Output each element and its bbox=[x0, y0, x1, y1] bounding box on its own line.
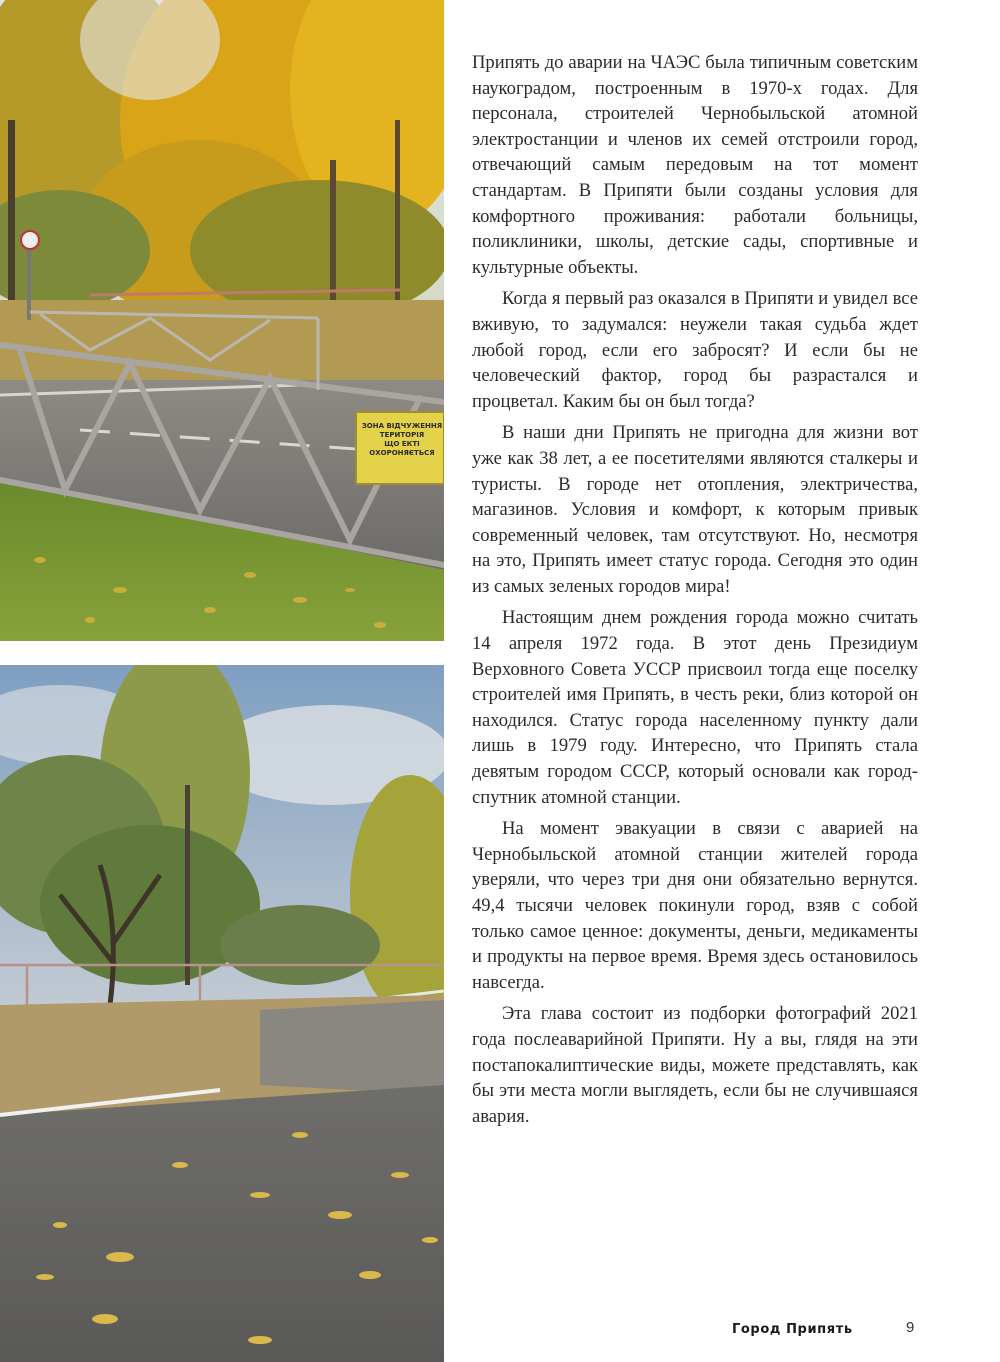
paragraph-6: Эта глава состоит из подборки фотографий 2021 года послеаварийной Припяти. Ну а вы, глядя на эти постапокалиптические виды, можете представлять, как бы эти места могли выглядеть, если бы не случившаяся авария. bbox=[472, 1003, 918, 1127]
gate-warning-sign-text bbox=[360, 422, 444, 458]
page-number: 9 bbox=[906, 1319, 915, 1336]
sign-line-1: ЗОНА ВІДЧУЖЕННЯ bbox=[361, 422, 443, 430]
article-body bbox=[472, 50, 918, 1135]
photo-leaf-covered-road bbox=[0, 665, 444, 1362]
paragraph-4: Настоящим днем рождения города можно считать 14 апреля 1972 года. В этот день Президиум Верховного Совета УССР присвоил тогда еще поселку строителей имя Припять, в честь реки, близ которой он находился. Статус города населенному пункту дали лишь в 1979 году. Интересно, что Припять стала девятым городом СССР, который основали как город-спутник атомной станции. bbox=[472, 607, 918, 808]
running-title: Город Припять bbox=[732, 1322, 853, 1337]
sign-line-3: ЩО ЕКТІ bbox=[384, 440, 420, 448]
paragraph-3: В наши дни Припять не пригодна для жизни вот уже как 38 лет, а ее посетителями являются сталкеры и туристы. В городе нет отопления, электричества, магазинов. Условия и комфорт, к которым привык современный человек, там отсутствуют. Но, несмотря на это, Припять имеет статус города. Сегодня это один из самых зеленых городов мира! bbox=[472, 422, 918, 597]
sign-line-4: ОХОРОНЯЄТЬСЯ bbox=[369, 449, 435, 457]
paragraph-2: Когда я первый раз оказался в Припяти и увидел все вживую, то задумался: неужели такая судьба ждет любой город, если его забросят? И если бы не человеческий фактор, город бы разрастался и процветал. Каким бы он был тогда? bbox=[472, 288, 918, 412]
paragraph-1: Припять до аварии на ЧАЭС была типичным советским наукоградом, построенным в 1970-х годах. Для персонала, строителей Чернобыльской атомной электростанции и членов их семей отстроили город, отвечающий самым передовым на тот момент стандартам. В Припяти были созданы условия для комфортного проживания: работали больницы, поликлиники, школы, детские сады, спортивные и культурные объекты. bbox=[472, 52, 918, 278]
photo-barrier-gate bbox=[0, 0, 444, 641]
sign-line-2: ТЕРИТОРІЯ bbox=[379, 431, 425, 439]
paragraph-5: На момент эвакуации в связи с аварией на Чернобыльской атомной станции жителей города уверяли, что через три дня они обязательно вернутся. 49,4 тысячи человек покинули город, взяв с собой только самое ценное: документы, деньги, медикаменты и продукты на первое время. Время здесь остановилось навсегда. bbox=[472, 818, 918, 993]
